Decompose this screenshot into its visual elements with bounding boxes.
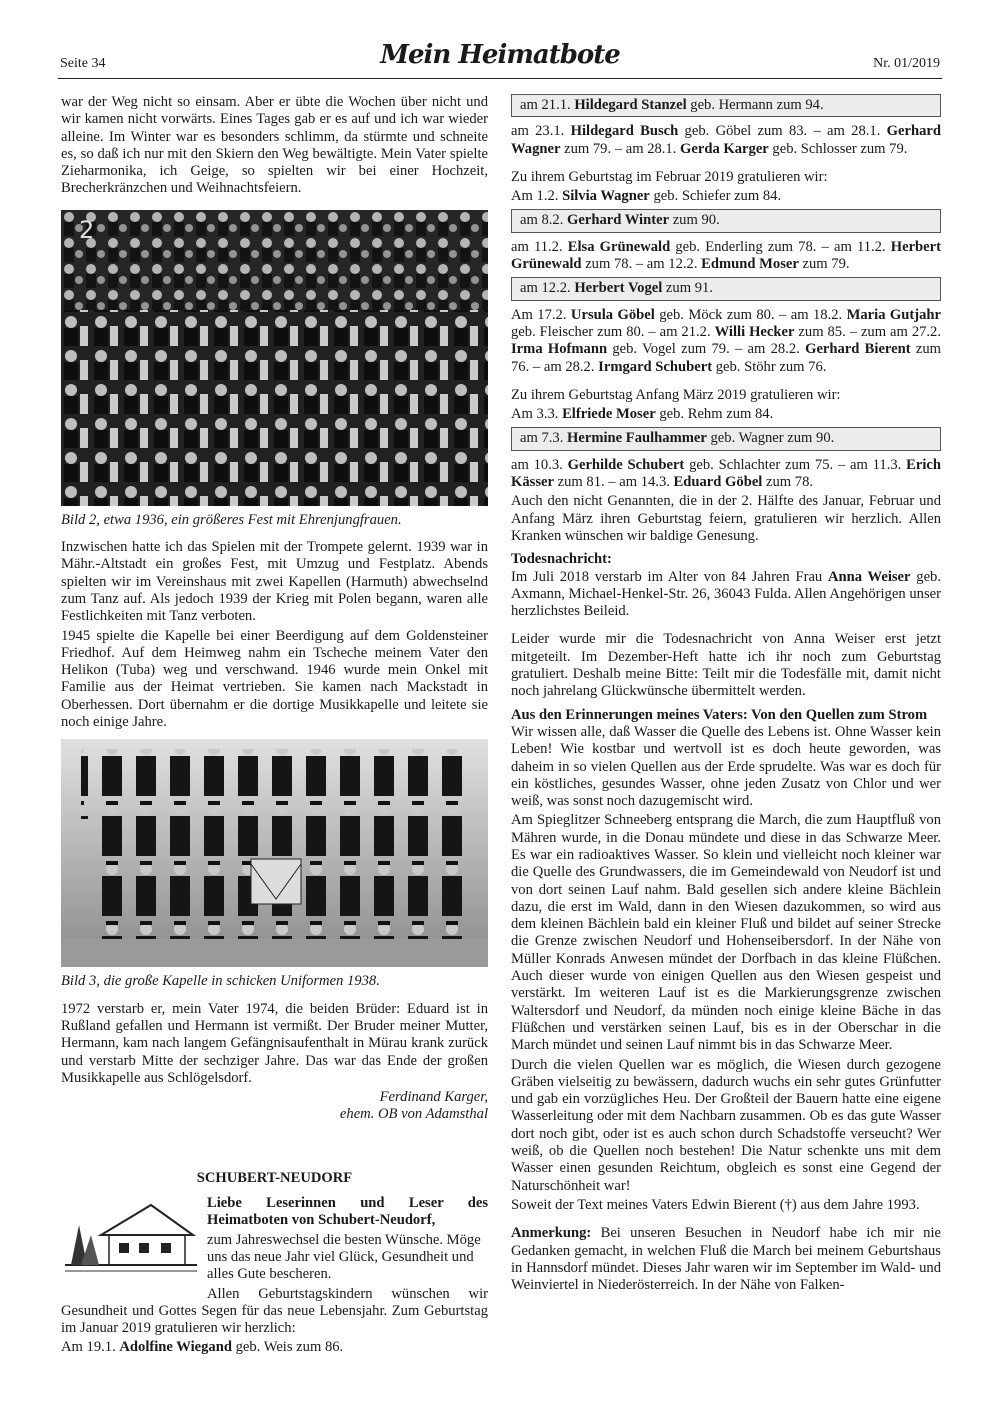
birthday-entry: Am 19.1. Adolfine Wiegand geb. Weis zum 86. — [61, 1339, 344, 1356]
paragraph: Soweit der Text meines Vaters Edwin Bierent (†) aus dem Jahre 1993. — [511, 1196, 920, 1213]
greeting-heading: Liebe Leserinnen und Leser des Heimatboten von Schubert-Neudorf, — [207, 1195, 488, 1229]
photo-crowd-image — [61, 210, 488, 506]
paragraph: Wir wissen alle, daß Wasser die Quelle des Lebens ist. Ohne Wasser kein Leben! Wie kostbar und wertvoll ist es doch heute geworden, was daheim in so vielen Quellen aus der Erde sprudelte. Was war es doch für ein köstliches, gesundes Wasser, ohne jeden Zusatz von Chlor und wer weiß, was sonst noch dazugemischt wird. — [511, 723, 941, 810]
article-heading: Aus den Erinnerungen meines Vaters: Von den Quellen zum Strom — [511, 706, 928, 723]
birthday-list: am 11.2. Elsa Grünewald geb. Enderling zum 78. – am 11.2. Herbert Grünewald zum 78. – am 12.2. Edmund Moser zum 79. — [511, 238, 941, 273]
farmhouse-sketch-image — [61, 1195, 201, 1277]
paragraph: Zu ihrem Geburtstag im Februar 2019 gratulieren wir: — [511, 168, 828, 185]
section-heading: SCHUBERT-NEUDORF — [196, 1169, 353, 1186]
highlight-box: am 12.2. Herbert Vogel zum 91. — [511, 277, 941, 300]
death-notice: Im Juli 2018 verstarb im Alter von 84 Jahren Frau Anna Weiser geb. Axmann, Michael-Henkel-Str. 26, 36043 Fulda. Allen Angehörigen unser herzlichstes Beileid. — [511, 568, 941, 620]
paragraph: Durch die vielen Quellen war es möglich, die Wiesen durch gezogene Gräben vielseitig zu bewässern, dadurch wuchs ein sehr gutes Grünfutter und gab ein vorzügliches Heu. Der Großteil der Bauern hatte eine eigene Wasserleitung oder mit dem Nachbarn zusammen. Ob es das gute Wasser dort noch gibt, oder ist es auch schon durch Schadstoffe verseucht? Wer weiß, ob die Quellen noch bestehen! Die Natur schenkte uns mit dem Wasser einen gesunden Reichtum, obgleich es sonst eine Gegend der Naturschönheit war! — [511, 1056, 941, 1194]
signature-title: ehem. OB von Adamsthal — [339, 1106, 488, 1123]
left-column — [61, 94, 488, 1359]
paragraph: Am Spieglitzer Schneeberg entsprang die March, die zum Hauptfluß von Mähren wurde, in die Donau mündete und diese in das Schwarze Meer. Es war ein radioaktives Wasser. So klein und vielleicht noch kleiner war die Quelle des Grundwassers, die im Gemeindewald von Neudorf ist und von dort seinen Lauf nahm. Bald gesellen sich andere kleine Bächlein dazu, die erst im Wald, dann in den Wiesen dazukommen, so wird aus dem kleinen Bächlein bald ein kleiner Fluß und bildet auf seiner Strecke die Grenze zwischen Neudorf und Hohenseibersdorf. In der Nähe von Müller Konrads Anwesen mündet der Dorfbach in das kleine Flüßchen. Auch dieser wurde von einigen Quellen aus den Wiesen gespeist und verstärkt. Im weiteren Lauf ist es die Markierungsgrenze zwischen Waltersdorf und Neudorf, da münden noch einige kleine Bäche in das Flüßchen und verstärken seinen Lauf, bis es in der Oberschar in die March mündet und seinen Lauf nimmt bis in das Schwarze Meer. — [511, 812, 941, 1054]
highlight-box: am 7.3. Hermine Faulhammer geb. Wagner zum 90. — [511, 427, 941, 450]
birthday-list: am 23.1. Hildegard Busch geb. Göbel zum 83. – am 28.1. Gerhard Wagner zum 79. – am 28.1. Gerda Karger geb. Schlosser zum 79. — [511, 123, 941, 157]
issue-number: Nr. 01/2019 — [873, 56, 940, 71]
photo-festival-1936 — [61, 210, 488, 506]
photo-number-label: 2 — [79, 215, 95, 244]
paragraph: 1945 spielte die Kapelle bei einer Beerdigung auf dem Goldensteiner Friedhof. Auf dem Heimweg nahm ein Tscheche meinem Vater den Helikon (Tuba) weg und verschwand. 1946 wurde mein Onkel mit Familie aus der Heimat vertrieben. Sie kamen nach Mackstadt in Oberhessen. Dort übernahm er die dortige Musikkapelle und leitete sie noch einige Jahre. — [61, 627, 488, 731]
photo-band-1938 — [61, 739, 488, 967]
signature-name: Ferdinand Karger, — [379, 1089, 488, 1106]
paragraph: Auch den nicht Genannten, die in der 2. Hälfte des Januar, Februar und Anfang März ihren Geburtstag feiern, gratulieren wir herzlich. Allen Kranken wünschen wir baldige Genesung. — [511, 493, 941, 544]
photo-band-image — [61, 739, 488, 967]
highlight-box: am 21.1. Hildegard Stanzel geb. Hermann zum 94. — [511, 94, 941, 117]
paragraph: Leider wurde mir die Todesnachricht von Anna Weiser erst jetzt mitgeteilt. Im Dezember-Heft hatte ich ihr noch zum Geburtstag gratuliert. Deshalb meine Bitte: Teilt mir die Todesfälle mit, damit nicht noch jahrelang Glückwünsche übermittelt werden. — [511, 631, 941, 700]
note-paragraph: Anmerkung: Bei unseren Besuchen in Neudorf habe ich mir nie Gedanken gemacht, in welchen Fluß die March bei meinem Geburtshaus in Hannsdorf mündet. Dieses Jahr waren wir im September im Wald- und Weinviertel in Niederösterreich. In der Nähe von Falken- — [511, 1225, 941, 1294]
photo-caption: Bild 2, etwa 1936, ein größeres Fest mit Ehrenjungfrauen. — [61, 511, 402, 528]
paragraph: war der Weg nicht so einsam. Aber er übte die Wochen über nicht und wir kamen nicht vorwärts. Eines Tages gab er es auf und ich war wieder alleine. Im Winter war es besonders schlimm, da stürmte und schneite es, so daß ich nur mit den Skiern den Weg bewältigte. Mein Vater spielte Zieharmonika, ich Geige, so spielten wir bei einer Hochzeit, Brecherkränzchen und Weihnachtsfeiern. — [61, 94, 488, 197]
birthday-list: Am 3.3. Elfriede Moser geb. Rehm zum 84. — [511, 406, 774, 423]
page-header — [58, 40, 942, 79]
paragraph: zum Jahreswechsel die besten Wünsche. Möge uns das neue Jahr viel Glück, Gesundheit und alles Gute bescheren. — [207, 1231, 481, 1283]
death-notice-heading: Todesnachricht: — [511, 551, 612, 568]
page-number: Seite 34 — [60, 56, 106, 71]
masthead-logo: Mein Heimatbote — [380, 40, 620, 70]
paragraph: 1972 verstarb er, mein Vater 1974, die beiden Brüder: Eduard ist in Rußland gefallen und Hermann ist vermißt. Der Bruder meiner Mutter, Hermann, kam nach langem Gefängnisaufenthalt in Mürau krank zurück und verstarb Mitte der sechziger Jahre. Das war das Ende der großen Musikkapelle aus Schlögelsdorf. — [61, 1000, 488, 1086]
birthday-list: am 10.3. Gerhilde Schubert geb. Schlachter zum 75. – am 11.3. Erich Kässer zum 81. – am 14.3. Eduard Göbel zum 78. — [511, 456, 941, 491]
highlight-box: am 8.2. Gerhard Winter zum 90. — [511, 209, 941, 232]
birthday-list: Am 1.2. Silvia Wagner geb. Schiefer zum 84. — [511, 188, 782, 205]
paragraph: Allen Geburtstagskindern wünschen wir Gesundheit und Gottes Segen für das neue Lebensjahr. Zum Geburtstag im Januar 2019 gratulieren wir herzlich: — [61, 1285, 488, 1337]
paragraph: Inzwischen hatte ich das Spielen mit der Trompete gelernt. 1939 war in Mähr.-Altstadt ein großes Fest, mit Umzug und Festplatz. Abends spielten wir im Vereinshaus mit zwei Kapellen (Harmuth) abwechselnd zum Tanz auf. Als jedoch 1939 der Krieg mit Polen begann, waren alle Festlichkeiten mit Tanz verboten. — [61, 539, 488, 625]
right-column — [511, 94, 941, 1296]
paragraph: Zu ihrem Geburtstag Anfang März 2019 gratulieren wir: — [511, 386, 841, 403]
birthday-list: Am 17.2. Ursula Göbel geb. Möck zum 80. – am 18.2. Maria Gutjahr geb. Fleischer zum 80. – am 21.2. Willi Hecker zum 85. – zum am 27.2. Irma Hofmann geb. Vogel zum 79. – am 28.2. Gerhard Bierent zum 76. – am 28.2. Irmgard Schubert geb. Stöhr zum 76. — [511, 306, 942, 375]
photo-caption: Bild 3, die große Kapelle in schicken Uniformen 1938. — [61, 973, 380, 990]
